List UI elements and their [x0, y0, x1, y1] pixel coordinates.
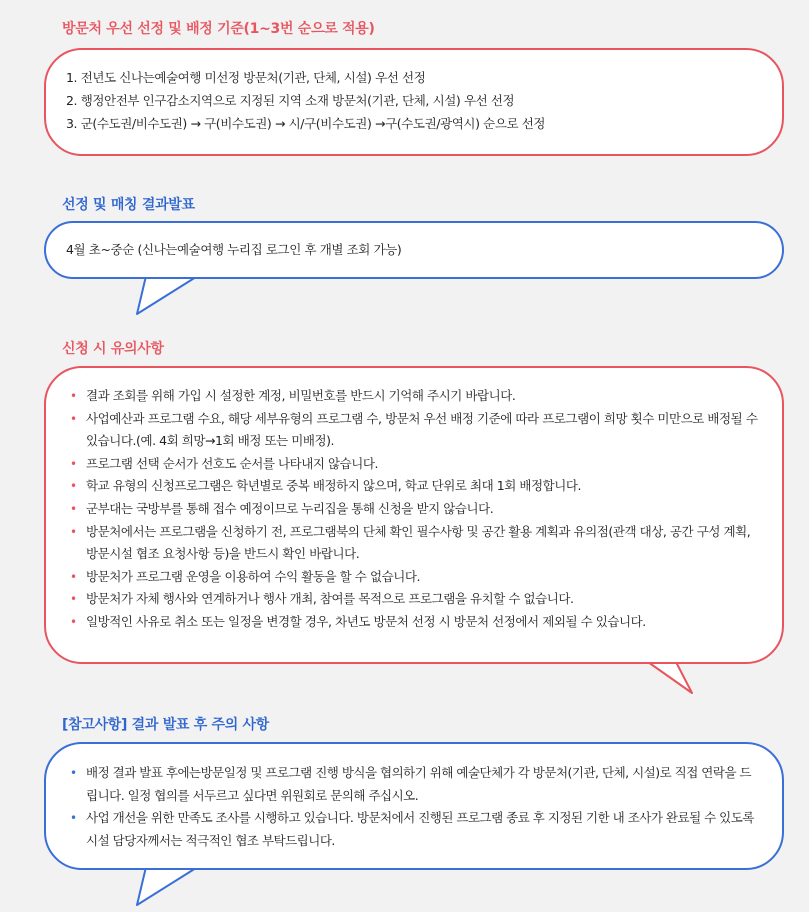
list-item: • 방문처에서는 프로그램을 신청하기 전, 프로그램북의 단체 확인 필수사항 및 공간 활용 계획과 유의점(관객 대상, 공간 구성 계획, 방문시설 협조 요청사항 등)을 반드시 확인 바랍니다. [68, 521, 760, 566]
section-title-selection-criteria: 방문처 우선 선정 및 배정 기준(1~3번 순으로 적용) [62, 21, 375, 37]
bullet-icon: • [70, 811, 77, 826]
list-item: • 배정 결과 발표 후에는방문일정 및 프로그램 진행 방식을 협의하기 위해 예술단체가 각 방문처(기관, 단체, 시설)로 직접 연락을 드립니다. 일정 협의를 서두르고 싶다면 위원회로 문의해 주십시오. [68, 762, 760, 807]
bubble-tail [648, 662, 692, 693]
bullet-icon: • [70, 411, 77, 426]
bullet-icon: • [70, 592, 77, 607]
list-item: • 학교 유형의 신청프로그램은 학년별로 중복 배정하지 않으며, 학교 단위로 최대 1회 배정합니다. [68, 475, 760, 498]
post-announcement-notes-bubble [44, 742, 784, 870]
application-notes-bubble [44, 366, 784, 664]
bullet-icon: • [70, 614, 77, 629]
list-item: • 사업 개선을 위한 만족도 조사를 시행하고 있습니다. 방문처에서 진행된 프로그램 종료 후 지정된 기한 내 조사가 완료될 수 있도록 시설 담당자께서는 적극적인 협조 부탁드립니다. [68, 807, 760, 852]
result-announcement-text: 4월 초~중순 (신나는예술여행 누리집 로그인 후 개별 조회 가능) [66, 242, 402, 257]
bullet-icon: • [70, 569, 77, 584]
result-announcement-bubble [44, 221, 784, 279]
bullet-icon: • [70, 501, 77, 516]
section-title-application-notes: 신청 시 유의사항 [62, 341, 164, 357]
list-item: • 방문처가 자체 행사와 연계하거나 행사 개최, 참여를 목적으로 프로그램을 유치할 수 없습니다. [68, 588, 760, 611]
list-item: • 군부대는 국방부를 통해 접수 예정이므로 누리집을 통해 신청을 받지 않습니다. [68, 498, 760, 521]
list-item: • 결과 조회를 위해 가입 시 설정한 계정, 비밀번호를 반드시 기억해 주시기 바랍니다. [68, 385, 760, 408]
section-title-result-announcement: 선정 및 매칭 결과발표 [62, 197, 195, 213]
list-item: 1. 전년도 신나는예술여행 미선정 방문처(기관, 단체, 시설) 우선 선정 [66, 70, 426, 85]
bullet-icon: • [70, 456, 77, 471]
bullet-icon: • [70, 766, 77, 780]
list-item: 2. 행정안전부 인구감소지역으로 지정된 지역 소재 방문처(기관, 단체, 시설) 우선 선정 [66, 93, 515, 108]
application-notes-list [68, 385, 760, 634]
bubble-tail [137, 276, 196, 314]
bullet-icon: • [70, 524, 77, 539]
bullet-icon: • [70, 479, 77, 494]
list-item: • 방문처가 프로그램 운영을 이용하여 수익 활동을 할 수 없습니다. [68, 566, 760, 589]
bullet-icon: • [70, 389, 77, 403]
list-item: • 일방적인 사유로 취소 또는 일정을 변경할 경우, 차년도 방문처 선정 시 방문처 선정에서 제외될 수 있습니다. [68, 611, 760, 634]
section-title-post-announcement-notes: [참고사항] 결과 발표 후 주의 사항 [62, 717, 269, 733]
list-item: • 프로그램 선택 순서가 선호도 순서를 나타내지 않습니다. [68, 453, 760, 476]
list-item: 3. 군(수도권/비수도권) → 구(비수도권) → 시/구(비수도권) →구(수도권/광역시) 순으로 선정 [66, 116, 546, 131]
bubble-tail [137, 867, 196, 905]
post-announcement-notes-list [68, 762, 760, 852]
list-item: • 사업예산과 프로그램 수요, 해당 세부유형의 프로그램 수, 방문처 우선 배정 기준에 따라 프로그램이 희망 횟수 미만으로 배정될 수 있습니다.(예. 4회 희망→1회 배정 또는 미배정). [68, 408, 760, 453]
